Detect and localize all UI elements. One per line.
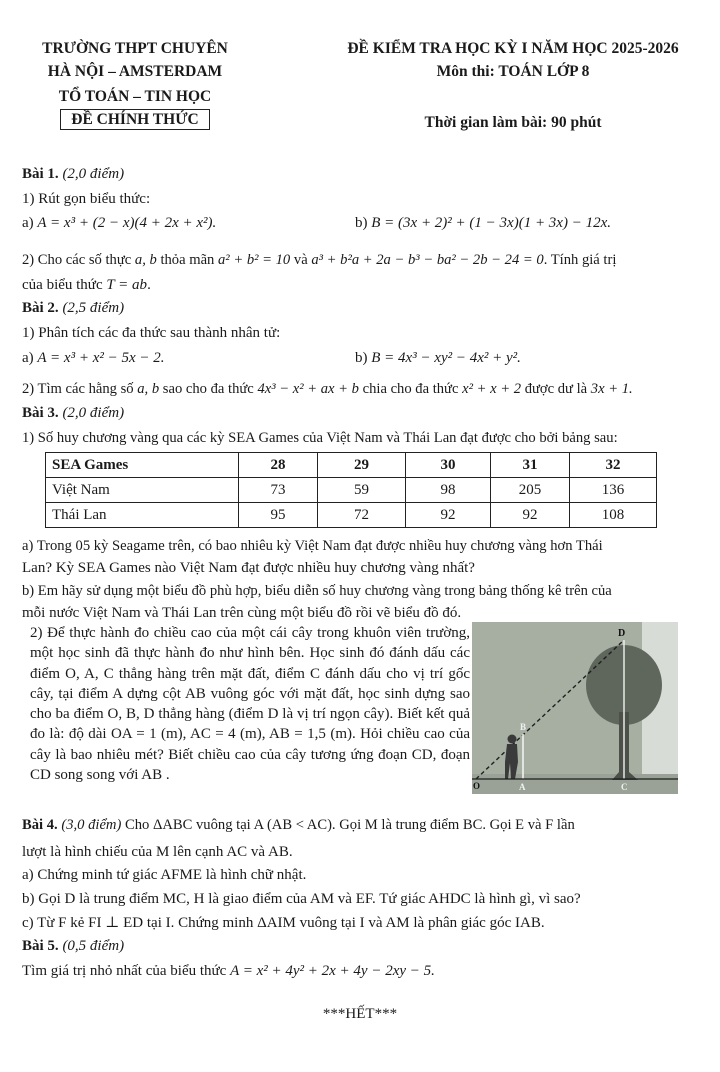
table-cell: 98 bbox=[406, 478, 491, 503]
bai1-q2-equation1: a² + b² = 10 bbox=[218, 252, 291, 268]
department-name: TỔ TOÁN – TIN HỌC bbox=[58, 88, 212, 105]
table-cell: 92 bbox=[491, 503, 570, 528]
bai1-q2-intro: 2) Cho các số thực bbox=[22, 252, 132, 268]
bai3-q2-text: 2) Để thực hành đo chiều cao của một cái cây trong khuôn viên trường, một học sinh đã thực hành đo như hình bên. Học sinh đó đánh dấu các điểm O, A, C thẳng hàng trên mặt đất, điểm C đánh dấu cho vị trí gốc cây, tại điểm A dựng cột AB vuông góc với mặt đất, học sinh dựng sao cho ba điểm O, B, D thẳng hàng (điểm D là vị trí ngọn cây). Biết kết quả đo là: độ dài OA = 1 (m), AC = 4 (m), AB = 1,5 (m). Hỏi chiều cao của cây là bao nhiêu mét? Biết chiều cao của cây tương ứng đoạn CD, đoạn CD song song với AB . bbox=[30, 625, 470, 784]
bai4-qa: a) Chứng minh tứ giác AFME là hình chữ nhật. bbox=[22, 867, 307, 883]
label-O: O bbox=[473, 781, 481, 791]
bai1-q1: 1) Rút gọn biểu thức: bbox=[22, 191, 151, 207]
bai3-points: (2,0 điểm) bbox=[62, 405, 125, 421]
table-cell: 136 bbox=[570, 478, 657, 503]
official-exam-badge: ĐỀ CHÍNH THỨC bbox=[60, 109, 209, 130]
bai1-q2-condition: thỏa mãn bbox=[160, 252, 215, 268]
label-B: B bbox=[520, 722, 527, 732]
bai2-points: (2,5 điểm) bbox=[62, 300, 125, 316]
exam-duration: Thời gian làm bài: 90 phút bbox=[424, 114, 602, 131]
bai1-q1a bbox=[22, 214, 216, 232]
bai4-intro-line2: lượt là hình chiếu của M lên cạnh AC và AB. bbox=[22, 844, 293, 860]
table-cell: 205 bbox=[491, 478, 570, 503]
bai1-heading bbox=[22, 165, 124, 183]
bai2-q2-text-d: được dư là bbox=[524, 381, 588, 397]
bai1-q1a-expression: A = x³ + (2 − x)(4 + 2x + x²). bbox=[37, 215, 217, 231]
table-cell: 108 bbox=[570, 503, 657, 528]
school-name-line2: HÀ NỘI – AMSTERDAM bbox=[47, 63, 223, 80]
bai2-q2-vars: a, b bbox=[137, 381, 160, 397]
exam-subject: Môn thi: TOÁN LỚP 8 bbox=[436, 63, 590, 80]
bai1-q2-T: T = ab bbox=[106, 277, 148, 293]
bai2-q1b-expression: B = 4x³ − xy² − 4x² + y². bbox=[371, 350, 521, 366]
bai2-q2-text-b: sao cho đa thức bbox=[162, 381, 254, 397]
bai1-points: (2,0 điểm) bbox=[62, 166, 125, 182]
table-header-row bbox=[46, 453, 657, 478]
bai5-text: Tìm giá trị nhỏ nhất của biểu thức bbox=[22, 963, 227, 979]
bai2-q1a bbox=[22, 349, 165, 367]
bai1-q2-tail: . Tính giá trị bbox=[543, 252, 617, 268]
bai2-q1: 1) Phân tích các đa thức sau thành nhân tử: bbox=[22, 325, 281, 341]
bai2-q1b-label: b) bbox=[355, 350, 368, 366]
bai4-points: (3,0 điểm) bbox=[61, 817, 122, 833]
bai1-q1b bbox=[355, 214, 611, 232]
table-cell: 72 bbox=[318, 503, 406, 528]
bai3-q1: 1) Số huy chương vàng qua các kỳ SEA Games của Việt Nam và Thái Lan đạt được cho bởi bảng sau: bbox=[22, 430, 618, 446]
bai1-q1b-expression: B = (3x + 2)² + (1 − 3x)(1 + 3x) − 12x. bbox=[371, 215, 611, 231]
bai5-expression: A = x² + 4y² + 2x + 4y − 2xy − 5. bbox=[230, 963, 435, 979]
bai1-q1b-label: b) bbox=[355, 215, 368, 231]
bai1-q2-vars: a, b bbox=[134, 252, 157, 268]
tree-measurement-figure bbox=[472, 622, 678, 794]
bai4-qb: b) Gọi D là trung điểm MC, H là giao điểm của AM và EF. Tứ giác AHDC là hình gì, vì sao? bbox=[22, 891, 581, 907]
bai1-q1a-label: a) bbox=[22, 215, 34, 231]
tree-measurement-illustration bbox=[472, 622, 678, 794]
table-header-cell: SEA Games bbox=[46, 453, 239, 478]
bai3-qa-line2: Lan? Kỳ SEA Games nào Việt Nam đạt được nhiều huy chương vàng nhất? bbox=[22, 560, 475, 576]
medal-table bbox=[45, 452, 657, 528]
label-D: D bbox=[618, 628, 626, 639]
bai4-intro-line1 bbox=[22, 816, 575, 834]
table-header-cell: 32 bbox=[570, 453, 657, 478]
bai2-q1a-label: a) bbox=[22, 350, 34, 366]
exam-title: ĐỀ KIỂM TRA HỌC KỲ I NĂM HỌC 2025-2026 bbox=[347, 40, 679, 57]
label-A: A bbox=[519, 782, 526, 792]
bai2-q1b bbox=[355, 349, 521, 367]
table-cell: Việt Nam bbox=[46, 478, 239, 503]
bai1-q2-end: . bbox=[147, 277, 151, 293]
bai5-question bbox=[22, 962, 435, 980]
table-cell: Thái Lan bbox=[46, 503, 239, 528]
bai4-intro-text: Cho ΔABC vuông tại A (AB < AC). Gọi M là trung điểm BC. Gọi E và F lần bbox=[124, 817, 575, 833]
bai1-q2-line2 bbox=[22, 276, 151, 294]
bai4-title: Bài 4. bbox=[22, 817, 58, 833]
student-head bbox=[508, 735, 517, 744]
bai2-q2-poly1: 4x³ − x² + ax + b bbox=[257, 381, 359, 397]
table-header-cell: 30 bbox=[406, 453, 491, 478]
bai1-q2-and: và bbox=[293, 252, 308, 268]
bai2-q2-remainder: 3x + 1. bbox=[590, 381, 633, 397]
table-cell: 59 bbox=[318, 478, 406, 503]
bai2-heading bbox=[22, 299, 124, 317]
table-cell: 92 bbox=[406, 503, 491, 528]
bai2-q2-poly2: x² + x + 2 bbox=[462, 381, 522, 397]
bai2-q2 bbox=[22, 380, 633, 398]
table-header-cell: 31 bbox=[491, 453, 570, 478]
bai2-q2-text-c: chia cho đa thức bbox=[362, 381, 459, 397]
bai2-q1a-expression: A = x³ + x² − 5x − 2. bbox=[37, 350, 165, 366]
bai5-points: (0,5 điểm) bbox=[62, 938, 125, 954]
bai1-q2-line2-text: của biểu thức bbox=[22, 277, 103, 293]
bai3-qa-line1: a) Trong 05 kỳ Seagame trên, có bao nhiêu kỳ Việt Nam đạt được nhiều huy chương vàng hơn Thái bbox=[22, 538, 603, 554]
table-cell: 95 bbox=[239, 503, 318, 528]
table-header-cell: 28 bbox=[239, 453, 318, 478]
bai3-heading bbox=[22, 404, 124, 422]
table-cell: 73 bbox=[239, 478, 318, 503]
bai1-q2-line1 bbox=[22, 251, 616, 269]
school-name-line1: TRƯỜNG THPT CHUYÊN bbox=[42, 40, 228, 57]
end-marker: ***HẾT*** bbox=[322, 1006, 398, 1022]
bai3-qb-line1: b) Em hãy sử dụng một biểu đồ phù hợp, biểu diễn số huy chương vàng trong bảng thống kê trên của bbox=[22, 583, 612, 599]
label-C: C bbox=[621, 782, 628, 792]
bai3-qb-line2: mỗi nước Việt Nam và Thái Lan trên cùng một biểu đồ rồi vẽ biểu đồ đó. bbox=[22, 605, 462, 621]
bai2-title: Bài 2. bbox=[22, 300, 59, 316]
bai1-q2-equation2: a³ + b²a + 2a − b³ − ba² − 2b − 24 = 0 bbox=[311, 252, 544, 268]
bai3-title: Bài 3. bbox=[22, 405, 59, 421]
bai1-title: Bài 1. bbox=[22, 166, 59, 182]
bai5-title: Bài 5. bbox=[22, 938, 59, 954]
table-row bbox=[46, 478, 657, 503]
table-header-cell: 29 bbox=[318, 453, 406, 478]
bai4-qc: c) Từ F kẻ FI ⊥ ED tại I. Chứng minh ΔAIM vuông tại I và AM là phân giác góc IAB. bbox=[22, 915, 545, 931]
bai2-q2-text-a: 2) Tìm các hằng số bbox=[22, 381, 134, 397]
table-row bbox=[46, 503, 657, 528]
bai5-heading bbox=[22, 937, 124, 955]
